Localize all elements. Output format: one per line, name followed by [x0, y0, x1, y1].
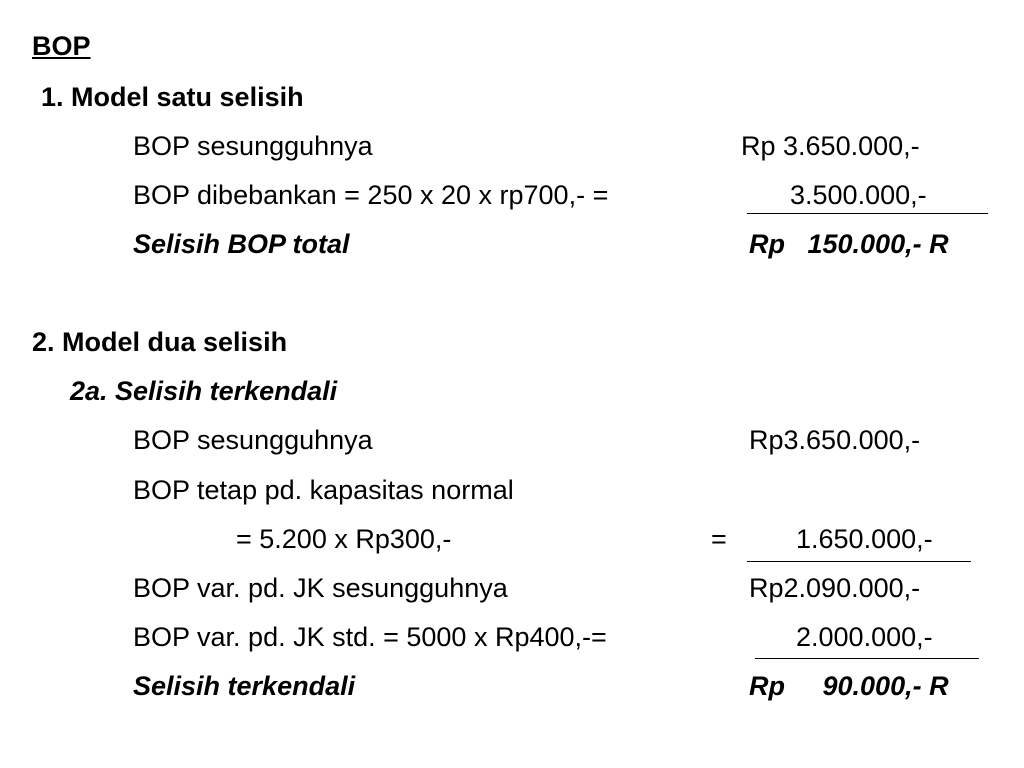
section-1-heading: 1. Model satu selisih	[41, 82, 304, 112]
row-bop-tetap-formula: = 5.200 x Rp300,-	[236, 524, 452, 554]
row-bop-sesungguhnya-value: Rp 3.650.000,-	[741, 131, 920, 161]
row-bop-var-std-value: 2.000.000,-	[796, 622, 933, 652]
page-title: BOP	[32, 31, 91, 61]
section-2-heading: 2. Model dua selisih	[32, 327, 288, 357]
row-bop-var-sesungguhnya-value: Rp2.090.000,-	[749, 573, 921, 603]
row-2-bop-sesungguhnya-label: BOP sesungguhnya	[133, 425, 373, 455]
sum-rule-2	[747, 561, 971, 562]
row-selisih-bop-total-label: Selisih BOP total	[133, 229, 350, 259]
sum-rule-1	[747, 213, 988, 214]
row-bop-tetap-value: 1.650.000,-	[796, 524, 933, 554]
row-selisih-bop-total-value: Rp 150.000,- R	[749, 229, 949, 259]
row-selisih-terkendali-value: Rp 90.000,- R	[749, 671, 949, 701]
row-selisih-terkendali-label: Selisih terkendali	[133, 671, 356, 701]
sum-rule-3	[755, 658, 979, 659]
row-bop-dibebankan-label: BOP dibebankan = 250 x 20 x rp700,- =	[133, 180, 609, 210]
row-2-bop-sesungguhnya-value: Rp3.650.000,-	[749, 425, 921, 455]
section-2a-subheading: 2a. Selisih terkendali	[70, 376, 338, 406]
row-bop-var-std-label: BOP var. pd. JK std. = 5000 x Rp400,-=	[133, 622, 607, 652]
row-bop-dibebankan-value: 3.500.000,-	[790, 180, 927, 210]
row-bop-var-sesungguhnya-label: BOP var. pd. JK sesungguhnya	[133, 573, 508, 603]
row-bop-sesungguhnya-label: BOP sesungguhnya	[133, 131, 373, 161]
row-bop-tetap-equals: =	[711, 524, 727, 554]
row-bop-tetap-label: BOP tetap pd. kapasitas normal	[133, 475, 514, 505]
